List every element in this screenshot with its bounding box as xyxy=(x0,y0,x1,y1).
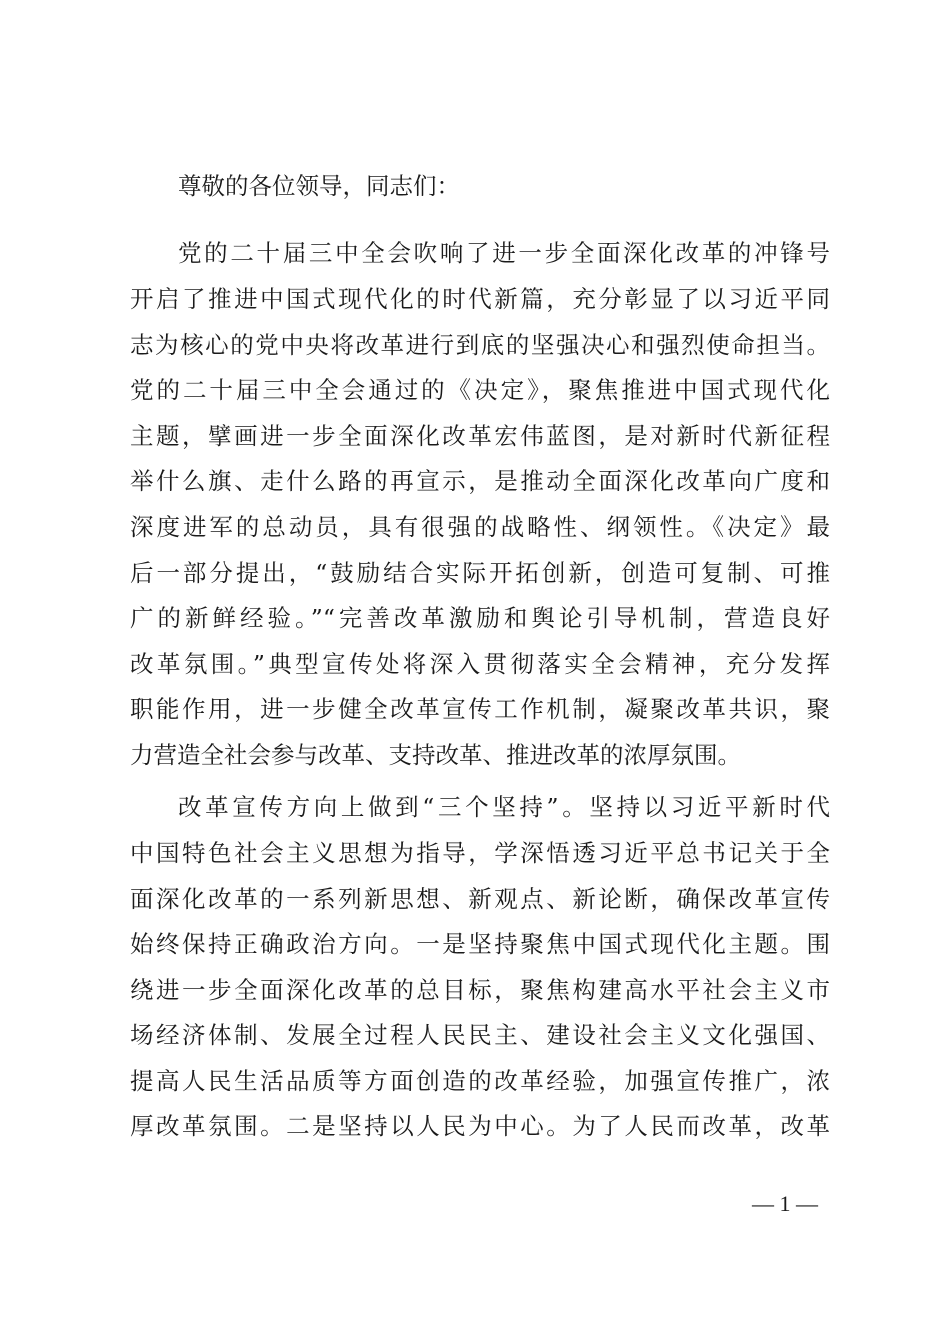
paragraph-1-line-7: 深度进军的总动员，具有很强的战略性、纲领性。《决定》最 xyxy=(130,513,830,541)
paragraph-1-line-5: 主题，擘画进一步全面深化改革宏伟蓝图，是对新时代新征程 xyxy=(130,422,830,450)
paragraph-1-line-11: 职能作用，进一步健全改革宣传工作机制，凝聚改革共识，聚 xyxy=(130,695,830,723)
paragraph-1-line-4: 党的二十届三中全会通过的《决定》，聚焦推进中国式现代化 xyxy=(130,376,830,404)
page-number: — 1 — xyxy=(752,1191,818,1216)
paragraph-2-line-6: 场经济体制、发展全过程人民民主、建设社会主义文化强国、 xyxy=(130,1021,830,1049)
paragraph-2-line-1: 改革宣传方向上做到“三个坚持”。坚持以习近平新时代 xyxy=(178,793,830,821)
salutation: 尊敬的各位领导，同志们： xyxy=(178,172,460,200)
paragraph-2-line-3: 面深化改革的一系列新思想、新观点、新论断，确保改革宣传 xyxy=(130,885,830,913)
paragraph-1-line-9: 广的新鲜经验。”“完善改革激励和舆论引导机制，营造良好 xyxy=(130,604,830,632)
paragraph-2-line-8: 厚改革氛围。二是坚持以人民为中心。为了人民而改革，改革 xyxy=(130,1112,830,1140)
paragraph-1-line-8: 后一部分提出，“鼓励结合实际开拓创新，创造可复制、可推 xyxy=(130,559,830,587)
paragraph-1-line-6: 举什么旗、走什么路的再宣示，是推动全面深化改革向广度和 xyxy=(130,467,830,495)
paragraph-1-line-10: 改革氛围。”典型宣传处将深入贯彻落实全会精神，充分发挥 xyxy=(130,650,830,678)
paragraph-2-line-5: 绕进一步全面深化改革的总目标，聚焦构建高水平社会主义市 xyxy=(130,976,830,1004)
paragraph-2-line-4: 始终保持正确政治方向。一是坚持聚焦中国式现代化主题。围 xyxy=(130,930,830,958)
paragraph-1-line-1: 党的二十届三中全会吹响了进一步全面深化改革的冲锋号 xyxy=(178,239,830,267)
paragraph-1-line-3: 志为核心的党中央将改革进行到底的坚强决心和强烈使命担当。 xyxy=(130,331,830,359)
paragraph-1-line-2: 开启了推进中国式现代化的时代新篇，充分彰显了以习近平同 xyxy=(130,285,830,313)
paragraph-2-line-2: 中国特色社会主义思想为指导，学深悟透习近平总书记关于全 xyxy=(130,839,830,867)
paragraph-2-line-7: 提高人民生活品质等方面创造的改革经验，加强宣传推广，浓 xyxy=(130,1067,830,1095)
paragraph-1-line-12: 力营造全社会参与改革、支持改革、推进改革的浓厚氛围。 xyxy=(130,741,741,769)
